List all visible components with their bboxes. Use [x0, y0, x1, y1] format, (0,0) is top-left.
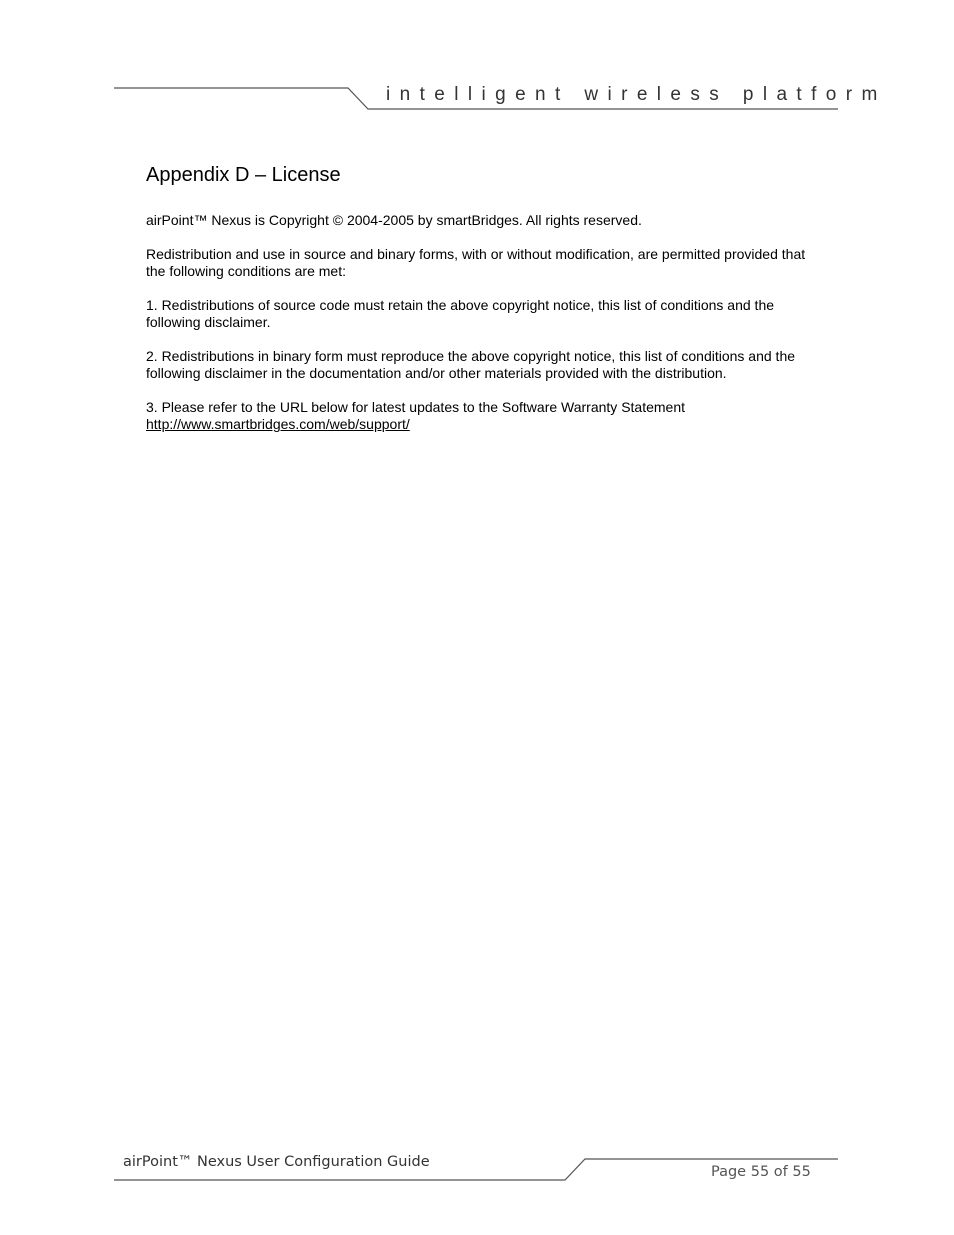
condition-3-paragraph — [146, 399, 826, 433]
license-section — [146, 162, 826, 433]
condition-1-paragraph: 1. Redistributions of source code must retain the above copyright notice, this list of conditions and the following disclaimer. — [146, 297, 775, 330]
support-url-link[interactable]: http://www.smartbridges.com/web/support/ — [146, 416, 410, 432]
condition-3-text: 3. Please refer to the URL below for latest updates to the Software Warranty Statement — [146, 399, 686, 415]
copyright-paragraph: airPoint™ Nexus is Copyright © 2004-2005 by smartBridges. All rights reserved. — [146, 212, 642, 228]
footer-page-number: Page 55 of 55 — [711, 1164, 811, 1180]
footer-guide-title: airPoint™ Nexus User Configuration Guide — [123, 1154, 430, 1170]
footer-rule — [0, 1140, 954, 1200]
page-title: Appendix D – License — [146, 164, 341, 186]
redistribution-paragraph: Redistribution and use in source and binary forms, with or without modification, are permitted provided that the following conditions are met: — [146, 246, 806, 279]
condition-2-paragraph: 2. Redistributions in binary form must reproduce the above copyright notice, this list of conditions and the following disclaimer in the documentation and/or other materials provided with the distribution. — [146, 348, 796, 381]
header-tagline: intelligent wireless platform — [386, 84, 887, 105]
